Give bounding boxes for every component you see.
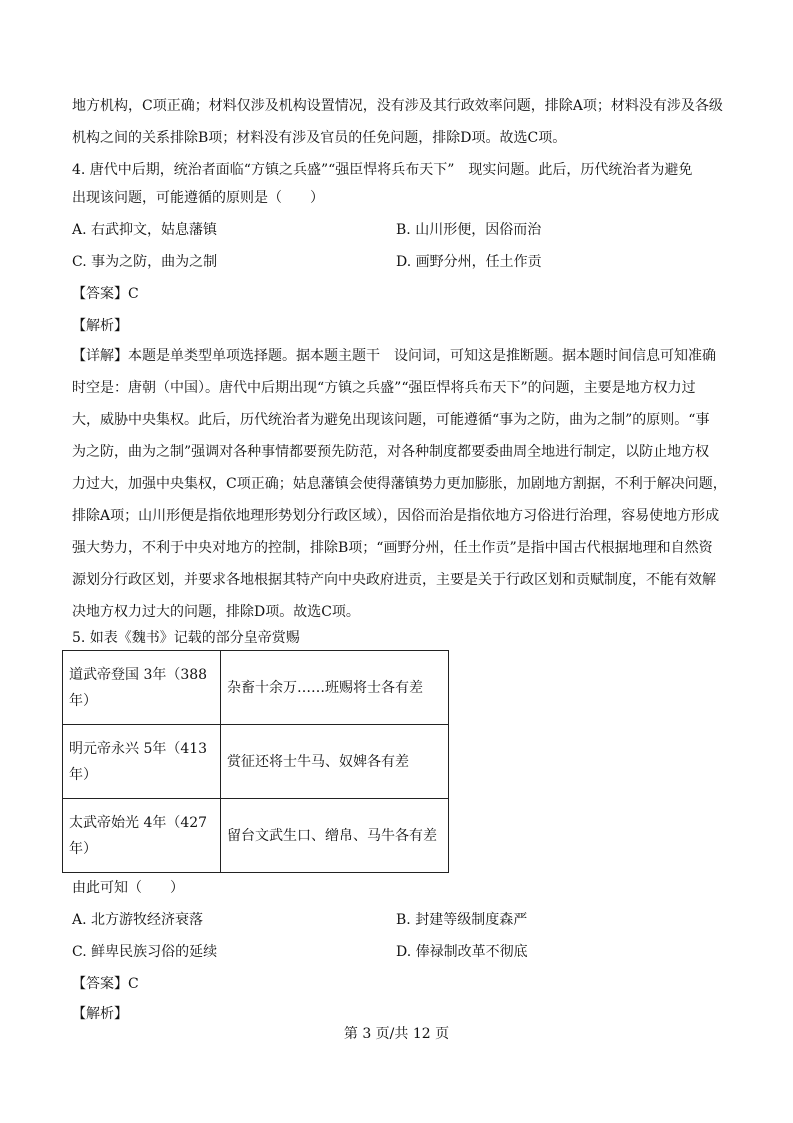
option-b: B. 山川形便，因俗而治	[396, 222, 542, 238]
detail-line: 时空是：唐朝（中国）。唐代中后期出现“方镇之兵盛”“强臣悍将兵布天下”的问题，主要是地方权力过	[72, 380, 696, 396]
option-a: A. 右武抑文，姑息藩镇	[72, 222, 218, 238]
answer-label: 【答案】C	[72, 976, 139, 992]
question-4-stem: 4. 唐代中后期，统治者面临“方镇之兵盛”“强臣悍将兵布天下” 现实问题。此后，历代统治者为避免	[72, 162, 693, 178]
table-cell-reward: 杂畜十余万……班赐将士各有差	[221, 651, 449, 725]
analysis-label: 【解析】	[72, 318, 128, 334]
detail-line: 排除A项；山川形便是指依地理形势划分行政区域），因俗而治是指依地方习俗进行治理，容易使地方形成	[72, 508, 720, 524]
detail-line: 源划分行政区划，并要求各地根据其特产向中央政府进贡，主要是关于行政区划和贡赋制度，不能有效解	[72, 572, 716, 588]
table-cell-period: 太武帝始光 4年（427年）	[63, 799, 221, 873]
paragraph-line: 地方机构，C项正确；材料仅涉及机构设置情况，没有涉及其行政效率问题，排除A项；材料没有涉及各级	[72, 98, 723, 114]
table-cell-reward: 赏征还将士牛马、奴婢各有差	[221, 725, 449, 799]
option-d: D. 俸禄制改革不彻底	[396, 944, 528, 960]
option-c: C. 鲜卑民族习俗的延续	[72, 944, 218, 960]
table-cell-reward: 留台文武生口、缯帛、马牛各有差	[221, 799, 449, 873]
question-4-stem: 出现该问题，可能遵循的原则是（ ）	[72, 190, 324, 206]
table-cell-period: 道武帝登国 3年（388年）	[63, 651, 221, 725]
table-row	[63, 799, 449, 873]
option-d: D. 画野分州，任土作贡	[396, 254, 542, 270]
table-row	[63, 651, 449, 725]
analysis-label: 【解析】	[72, 1006, 128, 1022]
detail-line: 【详解】本题是单类型单项选择题。据本题主题干 设问词，可知这是推断题。据本题时间信息可知准确	[72, 348, 716, 364]
option-b: B. 封建等级制度森严	[396, 912, 528, 928]
detail-line: 大，威胁中央集权。此后，历代统治者为避免出现该问题，可能遵循“事为之防，曲为之制”的原则。“事	[72, 412, 710, 428]
rewards-table	[62, 650, 449, 873]
paragraph-line: 机构之间的关系排除B项；材料没有涉及官员的任免问题，排除D项。故选C项。	[72, 130, 567, 146]
table-cell-period: 明元帝永兴 5年（413年）	[63, 725, 221, 799]
page-footer: 第 3 页/共 12 页	[343, 1026, 450, 1042]
answer-label: 【答案】C	[72, 286, 139, 302]
detail-line: 决地方权力过大的问题，排除D项。故选C项。	[72, 604, 360, 620]
option-a: A. 北方游牧经济衰落	[72, 912, 204, 928]
detail-line: 为之防，曲为之制”强调对各种事情都要预先防范，对各种制度都要委曲周全地进行制定，以防止地方权	[72, 444, 710, 460]
question-5-prompt: 由此可知（ ）	[72, 880, 184, 896]
question-5-stem: 5. 如表《魏书》记载的部分皇帝赏赐	[72, 630, 300, 646]
option-c: C. 事为之防，曲为之制	[72, 254, 218, 270]
detail-line: 力过大，加强中央集权，C项正确；姑息藩镇会使得藩镇势力更加膨胀，加剧地方割据，不利于解决问题，	[72, 476, 727, 492]
detail-line: 强大势力，不利于中央对地方的控制，排除B项；“画野分州，任土作贡”是指中国古代根据地理和自然资	[72, 540, 713, 556]
table-row	[63, 725, 449, 799]
